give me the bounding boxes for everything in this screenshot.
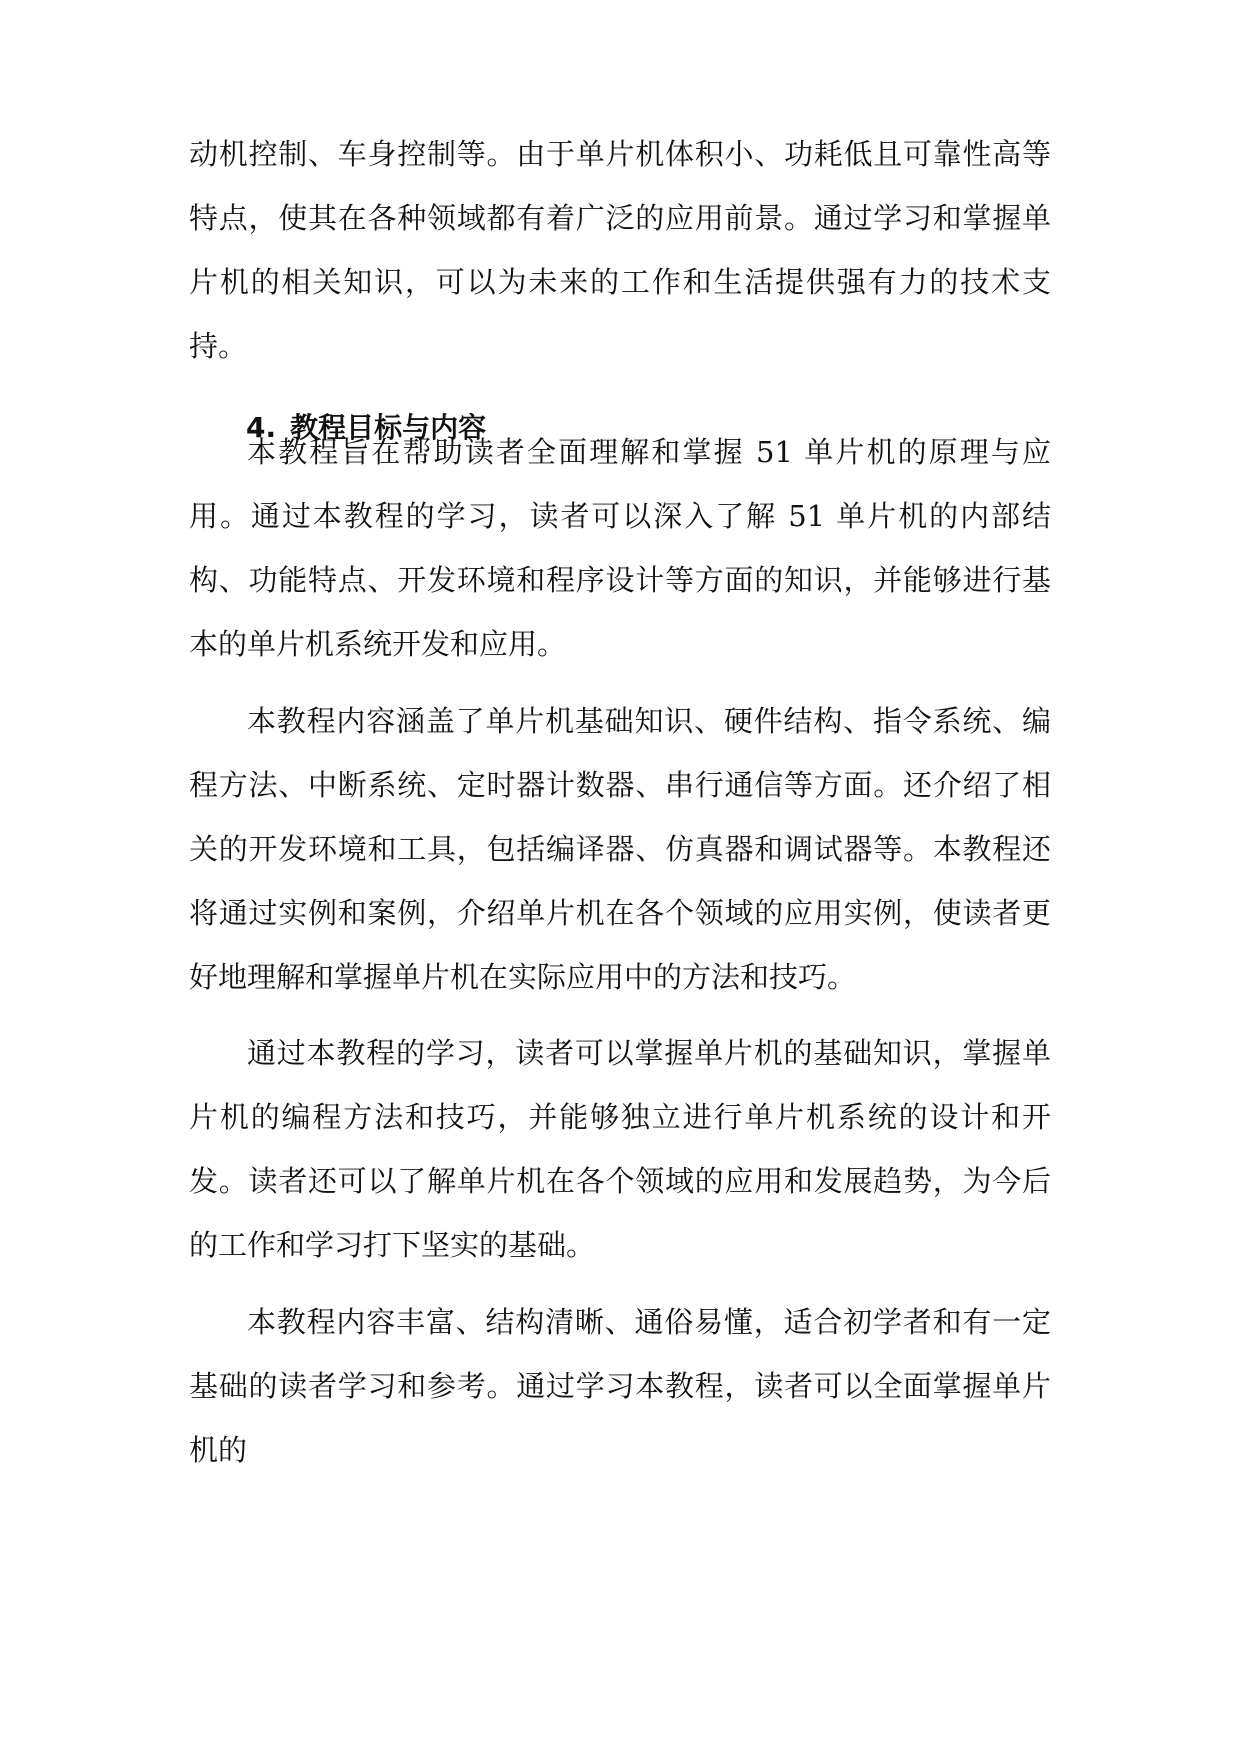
section-title: 教程目标与内容 bbox=[290, 411, 487, 444]
paragraph-content: 本教程内容涵盖了单片机基础知识、硬件结构、指令系统、编程方法、中断系统、定时器计数器、串行通信等方面。还介绍了相关的开发环境和工具，包括编译器、仿真器和调试器等。本教程还将通过实例和案例，介绍单片机在各个领域的应用实例，使读者更好地理解和掌握单片机在实际应用中的方法和技巧。 bbox=[189, 704, 1051, 994]
paragraph-goal: 本教程旨在帮助读者全面理解和掌握 51 单片机的原理与应用。通过本教程的学习，读者可以深入了解 51 单片机的内部结构、功能特点、开发环境和程序设计等方面的知识，并能够进行基本的单片机系统开发和应用。 bbox=[189, 435, 1051, 661]
section-number: 4. bbox=[246, 411, 277, 444]
paragraph-continued: 动机控制、车身控制等。由于单片机体积小、功耗低且可靠性高等特点，使其在各种领域都有着广泛的应用前景。通过学习和掌握单片机的相关知识，可以为未来的工作和生活提供强有力的技术支持。 bbox=[189, 137, 1051, 363]
paragraph-summary: 本教程内容丰富、结构清晰、通俗易懂，适合初学者和有一定基础的读者学习和参考。通过学习本教程，读者可以全面掌握单片机的 bbox=[189, 1305, 1051, 1467]
paragraph-outcome: 通过本教程的学习，读者可以掌握单片机的基础知识，掌握单片机的编程方法和技巧，并能够独立进行单片机系统的设计和开发。读者还可以了解单片机在各个领域的应用和发展趋势，为今后的工作和学习打下坚实的基础。 bbox=[189, 1036, 1051, 1262]
